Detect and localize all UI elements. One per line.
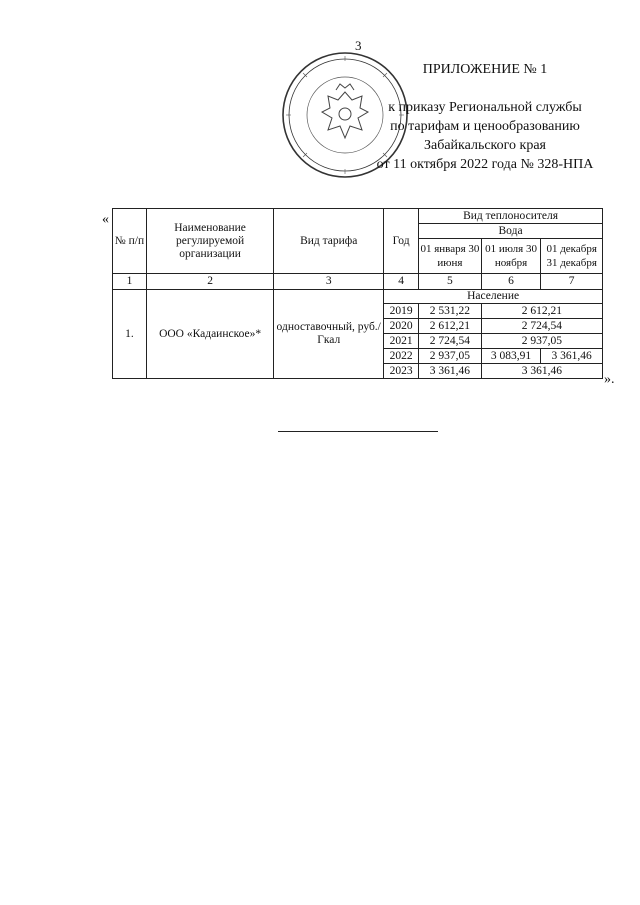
- value-cell: 2 531,22: [419, 304, 482, 319]
- row-org: ООО «Кадаинское»*: [146, 290, 273, 379]
- page-number: 3: [355, 38, 362, 53]
- value-cell: 3 083,91: [481, 349, 541, 364]
- value-cell: 3 361,46: [541, 349, 603, 364]
- appendix-header: [340, 60, 630, 174]
- value-cell: 2 937,05: [481, 334, 602, 349]
- header-period-2: 01 июля 30 ноября: [481, 239, 541, 274]
- opening-quote: «: [102, 212, 109, 227]
- col-index-1: 1: [113, 274, 147, 290]
- year-cell: 2019: [384, 304, 419, 319]
- year-cell: 2023: [384, 364, 419, 379]
- value-cell: 2 724,54: [481, 319, 602, 334]
- col-index-4: 4: [384, 274, 419, 290]
- year-cell: 2022: [384, 349, 419, 364]
- tariff-table: [112, 208, 603, 379]
- value-cell: 2 937,05: [419, 349, 482, 364]
- value-cell: 3 361,46: [419, 364, 482, 379]
- col-index-3: 3: [274, 274, 384, 290]
- year-cell: 2021: [384, 334, 419, 349]
- header-carrier: Вид теплоносителя: [419, 209, 603, 224]
- population-label: Население: [384, 290, 603, 304]
- col-index-6: 6: [481, 274, 541, 290]
- closing-divider: [278, 431, 438, 432]
- order-line-4: от 11 октября 2022 года № 328-НПА: [376, 157, 594, 172]
- header-org: Наименование регулируемой организации: [146, 209, 273, 274]
- closing-quote: ».: [604, 372, 615, 387]
- appendix-title: ПРИЛОЖЕНИЕ № 1: [422, 62, 548, 77]
- header-period-3: 01 декабря 31 декабря: [541, 239, 603, 274]
- header-num: № п/п: [113, 209, 147, 274]
- row-tariff-type: одноставочный, руб./Гкал: [274, 290, 384, 379]
- value-cell: 2 612,21: [419, 319, 482, 334]
- year-cell: 2020: [384, 319, 419, 334]
- header-water: Вода: [419, 224, 603, 239]
- order-line-2: по тарифам и ценообразованию: [390, 119, 580, 134]
- order-line-1: к приказу Региональной службы: [388, 100, 582, 115]
- header-period-1: 01 января 30 июня: [419, 239, 482, 274]
- value-cell: 3 361,46: [481, 364, 602, 379]
- order-line-3: Забайкальского края: [423, 138, 546, 153]
- col-index-2: 2: [146, 274, 273, 290]
- col-index-7: 7: [541, 274, 603, 290]
- col-index-5: 5: [419, 274, 482, 290]
- header-tariff-type: Вид тарифа: [274, 209, 384, 274]
- value-cell: 2 612,21: [481, 304, 602, 319]
- header-year: Год: [384, 209, 419, 274]
- row-num: 1.: [113, 290, 147, 379]
- value-cell: 2 724,54: [419, 334, 482, 349]
